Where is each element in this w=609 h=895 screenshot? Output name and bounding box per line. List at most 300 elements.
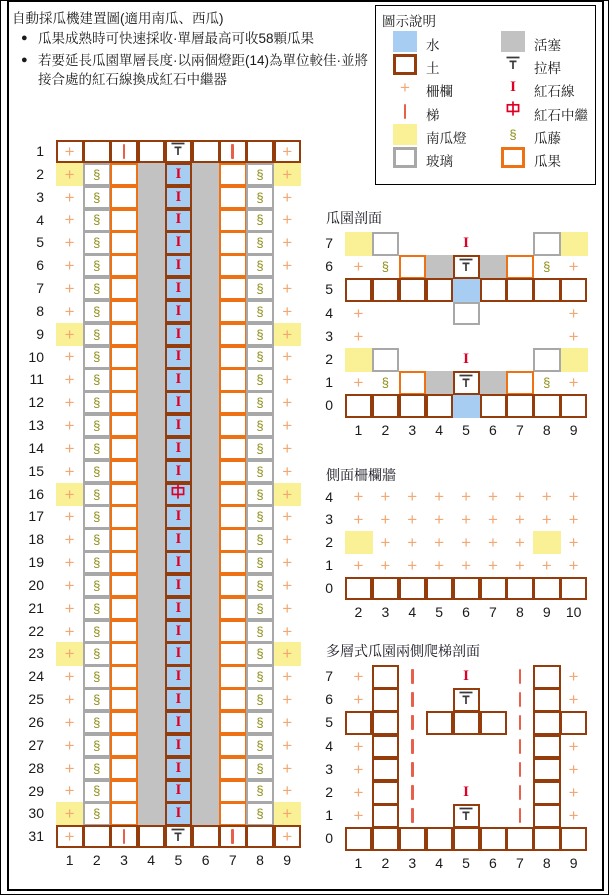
- row-label: 11: [29, 371, 44, 388]
- legend-label: 水: [426, 38, 440, 53]
- cell-symbol: [56, 186, 83, 209]
- cell-symbol: [345, 758, 372, 781]
- col-label: 7: [489, 603, 497, 620]
- cell-symbol: [56, 460, 83, 483]
- cell-piston: [192, 391, 220, 414]
- cell-symbol: [560, 325, 587, 348]
- cell-symbol: [56, 140, 83, 163]
- redstone-wire-icon: I: [463, 784, 469, 801]
- fence-icon: +: [64, 735, 75, 755]
- cell-piston: [192, 734, 220, 757]
- cell-symbol: [246, 231, 273, 254]
- cell-dirt: [533, 735, 560, 759]
- ladder-icon: [519, 785, 522, 800]
- fence-icon: +: [461, 555, 471, 575]
- cell-dirt: [480, 278, 507, 302]
- cell-symbol: [165, 734, 192, 757]
- cell-symbol: [274, 483, 301, 506]
- cell-symbol: [506, 554, 533, 577]
- row-label: 28: [28, 759, 44, 776]
- fence-icon: +: [64, 553, 75, 573]
- ladder-bar: [519, 785, 522, 800]
- cell-piston: [192, 323, 220, 346]
- cell-symbol: [56, 825, 83, 848]
- cell-symbol: [246, 186, 273, 209]
- cell-symbol: [345, 486, 372, 509]
- cell-symbol: [246, 505, 273, 528]
- cell-symbol: [372, 531, 399, 554]
- melon-stem-icon: §: [93, 303, 101, 319]
- melon-stem-icon: §: [93, 600, 101, 616]
- col-label: 8: [256, 852, 264, 869]
- fence-icon: +: [282, 256, 293, 276]
- melon-stem-icon: §: [509, 126, 517, 142]
- cell-symbol: [560, 804, 587, 827]
- redstone-wire-icon: I: [175, 188, 182, 205]
- cell-dirt: [533, 577, 560, 600]
- row-label: 4: [325, 304, 333, 321]
- cell-symbol: [453, 554, 480, 577]
- cell-melon: [219, 597, 247, 620]
- fence-icon: +: [282, 370, 293, 390]
- legend-swatch: [390, 124, 420, 145]
- cell-symbol: [560, 531, 587, 554]
- cell-symbol: [506, 665, 533, 688]
- cell-symbol: [165, 437, 192, 460]
- melon-stem-icon: §: [93, 280, 101, 296]
- fence-icon: +: [568, 806, 579, 826]
- cell-piston: [192, 528, 220, 551]
- cell-melon: [219, 414, 247, 437]
- fence-icon: +: [282, 393, 293, 413]
- cell-melon: [219, 483, 247, 506]
- cell-melon: [219, 757, 247, 780]
- melon-stem-icon: §: [256, 280, 264, 296]
- cell-dirt: [426, 711, 453, 735]
- melon-stem-icon: §: [93, 395, 101, 411]
- fence-icon: +: [64, 804, 75, 824]
- fence-icon: +: [64, 484, 75, 504]
- fence-icon: +: [282, 347, 293, 367]
- row-label: 15: [28, 462, 44, 479]
- cell-symbol: [165, 711, 192, 734]
- row-label: 3: [36, 188, 44, 205]
- fence-icon: +: [282, 735, 293, 755]
- legend-swatch: [390, 54, 420, 75]
- cell-symbol: [56, 551, 83, 574]
- cell-dirt: [453, 711, 480, 735]
- fence-icon: +: [380, 487, 391, 507]
- cell-symbol: [345, 508, 372, 531]
- legend-swatch: [390, 101, 420, 122]
- cell-piston: [138, 802, 166, 825]
- cell-symbol: [274, 528, 301, 551]
- cell-piston: [138, 597, 166, 620]
- melon-stem-icon: §: [256, 692, 264, 708]
- fence-icon: +: [64, 187, 75, 207]
- cell-lamp: [560, 232, 588, 256]
- cell-piston: [192, 802, 220, 825]
- cell-melon: [110, 620, 138, 643]
- fence-icon: +: [541, 510, 552, 530]
- cell-piston: [138, 437, 166, 460]
- col-label: 7: [515, 854, 524, 871]
- ladder-icon: [231, 144, 234, 159]
- cell-symbol: [56, 437, 83, 460]
- fence-icon: +: [353, 690, 364, 710]
- cell-symbol: [533, 508, 560, 531]
- cell-piston: [138, 551, 166, 574]
- redstone-wire-icon: I: [463, 668, 469, 685]
- cell-dirt: [372, 278, 399, 302]
- bullet-text: 若要延長瓜園單層長度·以兩個燈距(14)為單位較佳·並將接合處的紅石線換成紅石中繼器: [38, 53, 368, 87]
- cell-piston: [192, 574, 220, 597]
- melon-stem-icon: §: [93, 486, 101, 502]
- redstone-wire-icon: I: [175, 759, 182, 776]
- fence-icon: +: [64, 690, 75, 710]
- cell-symbol: [83, 391, 110, 414]
- cell-symbol: [506, 711, 533, 734]
- legend-label: 活塞: [534, 38, 561, 53]
- col-label: 9: [542, 603, 551, 620]
- melon-stem-icon: §: [93, 623, 101, 639]
- cross-section-title: 瓜園剖面: [326, 210, 382, 226]
- row-label: 17: [28, 508, 44, 525]
- cell-symbol: [56, 277, 83, 300]
- redstone-wire-icon: I: [175, 394, 182, 411]
- melon-stem-icon: §: [256, 212, 264, 228]
- cell-dirt: [533, 394, 560, 418]
- row-label: 13: [28, 417, 44, 434]
- cell-melon: [110, 483, 138, 506]
- row-label: 18: [28, 531, 44, 548]
- row-label: 14: [28, 439, 44, 456]
- redstone-wire-icon: I: [510, 79, 516, 96]
- cell-symbol: [83, 414, 110, 437]
- cell-symbol: [56, 300, 83, 323]
- redstone-wire-icon: I: [175, 805, 182, 822]
- cell-piston: [138, 231, 166, 254]
- ladder-bar: [404, 104, 407, 119]
- lever-icon: [457, 372, 475, 394]
- melon-stem-icon: §: [256, 417, 264, 433]
- cell-symbol: [246, 323, 273, 346]
- row-label: 29: [28, 782, 44, 799]
- cell-symbol: [246, 597, 273, 620]
- cell-dirt: [480, 711, 507, 735]
- cell-symbol: [399, 486, 426, 509]
- fence-icon: +: [568, 759, 579, 779]
- melon-stem-icon: §: [93, 463, 101, 479]
- ladder-bar: [519, 669, 522, 684]
- cell-symbol: [83, 642, 110, 665]
- cell-symbol: [274, 597, 301, 620]
- fence-icon: +: [282, 484, 293, 504]
- ladder-icon: [231, 829, 234, 844]
- redstone-wire-icon: I: [175, 531, 182, 548]
- row-label: 7: [325, 668, 333, 684]
- cell-melon: [110, 802, 138, 825]
- col-label: 8: [542, 421, 551, 438]
- melon-stem-icon: §: [93, 326, 101, 342]
- cell-symbol: [560, 371, 587, 394]
- redstone-wire-icon: I: [175, 211, 182, 228]
- cell-symbol: [83, 368, 110, 391]
- col-label: 8: [542, 854, 551, 871]
- melon-stem-icon: §: [93, 372, 101, 388]
- cell-symbol: [274, 734, 301, 757]
- ladder-bar: [519, 739, 522, 754]
- cell-symbol: [560, 255, 587, 278]
- cell-symbol: [165, 231, 192, 254]
- row-label: 8: [36, 302, 44, 319]
- cell-symbol: [246, 300, 273, 323]
- cell-melon: [110, 300, 138, 323]
- cell-dirt: [533, 278, 560, 302]
- cell-symbol: [560, 665, 587, 688]
- row-label: 6: [36, 257, 44, 274]
- fence-icon: +: [380, 510, 391, 530]
- cell-melon: [110, 642, 138, 665]
- cell-symbol: [83, 231, 110, 254]
- redstone-wire-icon: I: [175, 736, 182, 753]
- fence-icon: +: [282, 804, 293, 824]
- cell-symbol: [533, 255, 560, 278]
- redstone-repeater-icon: [169, 483, 187, 505]
- fence-icon: +: [64, 415, 75, 435]
- cell-melon: [110, 414, 138, 437]
- redstone-wire-icon: I: [175, 234, 182, 251]
- cell-symbol: [345, 665, 372, 688]
- cell-symbol: [426, 508, 453, 531]
- fence-icon: +: [64, 575, 75, 595]
- cell-symbol: [110, 140, 137, 163]
- fence-icon: +: [487, 555, 498, 575]
- cell-symbol: [274, 642, 301, 665]
- row-label: 2: [325, 534, 333, 551]
- cell-melon: [110, 734, 138, 757]
- cell-dirt: [426, 278, 453, 302]
- cell-melon: [219, 665, 247, 688]
- ladder-bar: [411, 785, 414, 800]
- melon-stem-icon: §: [256, 555, 264, 571]
- cell-dirt: [372, 394, 399, 418]
- cell-symbol: [165, 254, 192, 277]
- cell-dirt: [453, 577, 480, 600]
- legend-label: 瓜藤: [534, 130, 561, 146]
- cell-piston: [138, 780, 166, 803]
- ladder-icon: [519, 669, 522, 684]
- cell-piston: [426, 371, 454, 395]
- cell-symbol: [345, 735, 372, 758]
- col-label: 3: [408, 421, 417, 438]
- cell-symbol: [246, 483, 273, 506]
- cell-symbol: [165, 186, 192, 209]
- row-label: 4: [325, 737, 333, 754]
- row-label: 22: [28, 622, 44, 639]
- cell-dirt: [426, 577, 453, 600]
- ladder-bar: [411, 739, 414, 754]
- cell-symbol: [246, 711, 273, 734]
- cell-symbol: [56, 620, 83, 643]
- cell-symbol: [83, 346, 110, 369]
- lever-icon: [169, 140, 187, 162]
- col-label: 8: [515, 603, 524, 620]
- melon-stem-icon: §: [93, 737, 101, 753]
- fence-icon: +: [461, 532, 471, 552]
- cell-melon: [110, 368, 138, 391]
- cell-symbol: [56, 757, 83, 780]
- fence-icon: +: [64, 324, 75, 344]
- cell-symbol: [372, 554, 399, 577]
- cell-symbol: [83, 780, 110, 803]
- fence-icon: +: [282, 781, 293, 801]
- fence-icon: +: [64, 301, 75, 321]
- cell-piston: [138, 734, 166, 757]
- row-label: 23: [28, 645, 44, 662]
- cell-symbol: [274, 300, 301, 323]
- cell-symbol: [56, 346, 83, 369]
- cell-dirt: [345, 394, 372, 418]
- melon-stem-icon: §: [256, 349, 264, 365]
- row-label: 0: [325, 397, 333, 414]
- cell-piston: [138, 460, 166, 483]
- redstone-wire-icon: I: [175, 576, 182, 593]
- redstone-wire-icon: I: [175, 782, 182, 799]
- cell-symbol: [165, 163, 192, 186]
- cell-dirt: [372, 711, 399, 735]
- cell-piston: [138, 528, 166, 551]
- fence-icon: +: [568, 532, 579, 552]
- cell-symbol: [274, 780, 301, 803]
- cell-piston: [138, 391, 166, 414]
- fence-icon: +: [282, 827, 293, 847]
- fence-icon: +: [353, 510, 364, 530]
- bullet-list: [12, 29, 370, 92]
- cell-symbol: [372, 371, 399, 394]
- cell-symbol: [560, 486, 587, 509]
- cell-piston: [192, 460, 220, 483]
- cell-piston: [192, 300, 220, 323]
- cell-symbol: [246, 209, 273, 232]
- redstone-wire-icon: I: [175, 691, 182, 708]
- cell-dirt: [533, 781, 560, 805]
- cell-melon: [219, 209, 247, 232]
- cell-symbol: [533, 486, 560, 509]
- row-label: 12: [28, 394, 44, 411]
- bullet-text: 瓜果成熟時可快速採收·單層最高可收58顆瓜果: [38, 31, 315, 46]
- cell-dirt: [399, 278, 426, 302]
- cell-symbol: [399, 781, 426, 804]
- fence-icon: +: [514, 555, 525, 575]
- cell-symbol: [165, 620, 192, 643]
- cell-symbol: [399, 554, 426, 577]
- cell-piston: [138, 300, 166, 323]
- cell-symbol: [274, 231, 301, 254]
- redstone-wire-icon: I: [175, 325, 182, 342]
- melon-stem-icon: §: [256, 714, 264, 730]
- cell-symbol: [453, 688, 480, 711]
- cell-lamp: [560, 348, 588, 372]
- fence-icon: +: [64, 347, 75, 367]
- cell-melon: [219, 231, 247, 254]
- cell-symbol: [246, 163, 273, 186]
- melon-stem-icon: §: [93, 258, 101, 274]
- fence-icon: +: [487, 532, 498, 552]
- row-label: 0: [325, 579, 333, 596]
- cell-symbol: [399, 711, 426, 734]
- legend-label: 紅石中繼: [534, 107, 588, 123]
- cell-symbol: [274, 277, 301, 300]
- cell-melon: [110, 163, 138, 186]
- legend-swatch: [498, 101, 528, 122]
- fence-icon: +: [353, 759, 364, 779]
- cell-lamp: [345, 232, 373, 256]
- cell-symbol: [165, 414, 192, 437]
- legend-label: 玻璃: [426, 154, 453, 169]
- cell-symbol: [533, 554, 560, 577]
- cell-dirt: [560, 577, 587, 600]
- ladder-icon: [123, 144, 126, 159]
- row-label: 26: [28, 714, 44, 730]
- melon-stem-icon: §: [543, 259, 551, 275]
- row-label: 7: [36, 280, 44, 297]
- cell-symbol: [83, 300, 110, 323]
- cell-symbol: [165, 391, 192, 414]
- cell-melon: [219, 528, 247, 551]
- cell-glass: [372, 348, 399, 372]
- cell-piston: [192, 711, 220, 734]
- fence-icon: +: [64, 164, 75, 184]
- fence-icon: +: [64, 393, 75, 413]
- cell-melon: [110, 757, 138, 780]
- legend-swatch: [498, 77, 528, 98]
- legend-swatch: [498, 147, 528, 168]
- fence-icon: +: [64, 781, 75, 801]
- cell-symbol: [274, 391, 301, 414]
- redstone-wire-icon: I: [175, 713, 182, 730]
- cell-symbol: [56, 254, 83, 277]
- cell-dirt: [560, 278, 587, 302]
- ladder-bar: [411, 808, 414, 823]
- melon-stem-icon: §: [543, 375, 551, 391]
- fence-icon: +: [434, 510, 445, 530]
- cell-dirt: [192, 140, 220, 163]
- fence-icon: +: [64, 438, 75, 458]
- cell-melon: [110, 460, 138, 483]
- cell-symbol: [506, 758, 533, 781]
- cell-dirt: [372, 688, 399, 712]
- cell-symbol: [480, 486, 507, 509]
- cell-symbol: [165, 505, 192, 528]
- melon-stem-icon: §: [93, 577, 101, 593]
- col-label: 4: [435, 854, 444, 871]
- ladder-bar: [231, 144, 234, 159]
- cell-dirt: [192, 825, 220, 848]
- fence-icon: +: [568, 555, 579, 575]
- cell-melon: [110, 665, 138, 688]
- cell-symbol: [83, 688, 110, 711]
- cell-symbol: [165, 802, 192, 825]
- cell-dirt: [506, 278, 533, 302]
- fence-icon: +: [541, 487, 552, 507]
- cell-piston: [192, 437, 220, 460]
- melon-stem-icon: §: [256, 440, 264, 456]
- cell-symbol: [399, 508, 426, 531]
- row-label: 0: [325, 830, 333, 847]
- legend-label: 梯: [426, 107, 440, 123]
- fence-icon: +: [282, 690, 293, 710]
